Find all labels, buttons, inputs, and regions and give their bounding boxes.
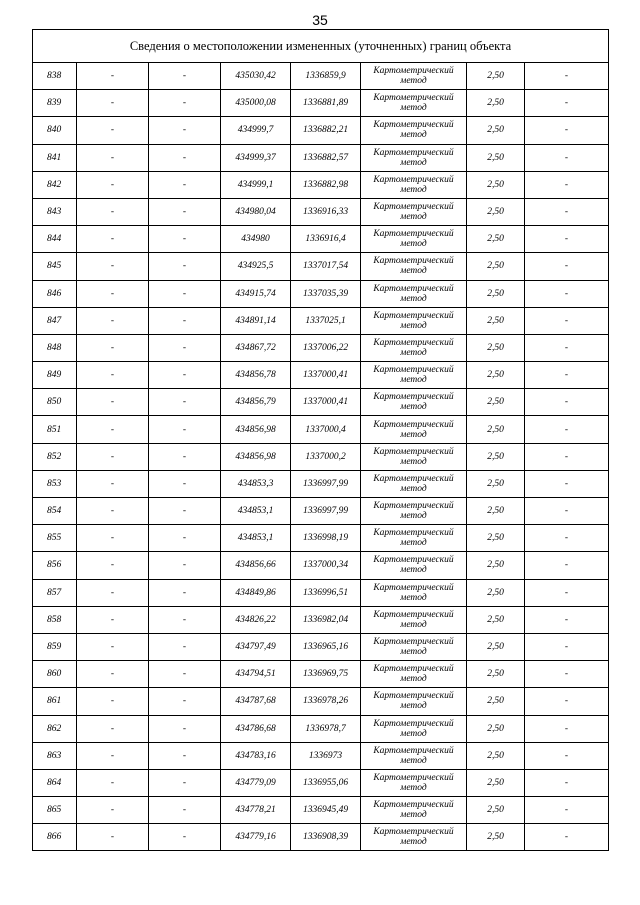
point-number-cell: 842 (33, 171, 77, 198)
point-number-cell: 857 (33, 579, 77, 606)
empty-value-cell: - (77, 198, 149, 225)
point-number-cell: 852 (33, 443, 77, 470)
empty-value-cell: - (77, 606, 149, 633)
y-coordinate-cell: 1337000,41 (291, 362, 361, 389)
table-row (33, 552, 609, 579)
empty-value-cell: - (77, 416, 149, 443)
method-cell: Картометрический метод (361, 470, 467, 497)
method-cell: Картометрический метод (361, 824, 467, 851)
accuracy-cell: 2,50 (467, 416, 525, 443)
y-coordinate-cell: 1336973 (291, 742, 361, 769)
empty-value-cell: - (77, 661, 149, 688)
method-cell: Картометрический метод (361, 90, 467, 117)
empty-value-cell: - (149, 144, 221, 171)
accuracy-cell: 2,50 (467, 552, 525, 579)
y-coordinate-cell: 1336996,51 (291, 579, 361, 606)
empty-value-cell: - (149, 226, 221, 253)
y-coordinate-cell: 1336881,89 (291, 90, 361, 117)
empty-value-cell: - (149, 498, 221, 525)
table-row (33, 470, 609, 497)
accuracy-cell: 2,50 (467, 443, 525, 470)
table-row (33, 742, 609, 769)
empty-value-cell: - (525, 416, 609, 443)
point-number-cell: 845 (33, 253, 77, 280)
y-coordinate-cell: 1336882,21 (291, 117, 361, 144)
empty-value-cell: - (149, 416, 221, 443)
empty-value-cell: - (77, 334, 149, 361)
point-number-cell: 853 (33, 470, 77, 497)
empty-value-cell: - (525, 389, 609, 416)
table-row (33, 198, 609, 225)
empty-value-cell: - (149, 280, 221, 307)
empty-value-cell: - (149, 552, 221, 579)
table-row (33, 416, 609, 443)
accuracy-cell: 2,50 (467, 579, 525, 606)
empty-value-cell: - (525, 307, 609, 334)
y-coordinate-cell: 1336998,19 (291, 525, 361, 552)
table-row (33, 307, 609, 334)
point-number-cell: 861 (33, 688, 77, 715)
table-row (33, 334, 609, 361)
point-number-cell: 862 (33, 715, 77, 742)
empty-value-cell: - (525, 280, 609, 307)
empty-value-cell: - (149, 90, 221, 117)
x-coordinate-cell: 434856,98 (221, 443, 291, 470)
accuracy-cell: 2,50 (467, 498, 525, 525)
empty-value-cell: - (77, 144, 149, 171)
y-coordinate-cell: 1336997,99 (291, 470, 361, 497)
method-cell: Картометрический метод (361, 443, 467, 470)
y-coordinate-cell: 1336969,75 (291, 661, 361, 688)
method-cell: Картометрический метод (361, 688, 467, 715)
empty-value-cell: - (77, 742, 149, 769)
x-coordinate-cell: 434856,79 (221, 389, 291, 416)
empty-value-cell: - (149, 470, 221, 497)
empty-value-cell: - (525, 470, 609, 497)
method-cell: Картометрический метод (361, 253, 467, 280)
method-cell: Картометрический метод (361, 552, 467, 579)
table-row (33, 606, 609, 633)
point-number-cell: 838 (33, 63, 77, 90)
empty-value-cell: - (525, 498, 609, 525)
point-number-cell: 846 (33, 280, 77, 307)
table-row (33, 633, 609, 660)
x-coordinate-cell: 434797,49 (221, 633, 291, 660)
table-row (33, 226, 609, 253)
empty-value-cell: - (525, 198, 609, 225)
empty-value-cell: - (149, 334, 221, 361)
table-row (33, 253, 609, 280)
x-coordinate-cell: 434980,04 (221, 198, 291, 225)
x-coordinate-cell: 434925,5 (221, 253, 291, 280)
point-number-cell: 839 (33, 90, 77, 117)
accuracy-cell: 2,50 (467, 253, 525, 280)
empty-value-cell: - (149, 769, 221, 796)
empty-value-cell: - (77, 824, 149, 851)
empty-value-cell: - (77, 579, 149, 606)
point-number-cell: 855 (33, 525, 77, 552)
x-coordinate-cell: 434779,09 (221, 769, 291, 796)
point-number-cell: 864 (33, 769, 77, 796)
x-coordinate-cell: 434856,78 (221, 362, 291, 389)
empty-value-cell: - (149, 389, 221, 416)
point-number-cell: 844 (33, 226, 77, 253)
y-coordinate-cell: 1337000,41 (291, 389, 361, 416)
empty-value-cell: - (149, 715, 221, 742)
x-coordinate-cell: 434999,37 (221, 144, 291, 171)
empty-value-cell: - (525, 742, 609, 769)
y-coordinate-cell: 1336859,9 (291, 63, 361, 90)
x-coordinate-cell: 435000,08 (221, 90, 291, 117)
empty-value-cell: - (525, 253, 609, 280)
empty-value-cell: - (525, 90, 609, 117)
x-coordinate-cell: 434891,14 (221, 307, 291, 334)
empty-value-cell: - (77, 389, 149, 416)
empty-value-cell: - (77, 715, 149, 742)
table-row (33, 715, 609, 742)
point-number-cell: 849 (33, 362, 77, 389)
empty-value-cell: - (149, 171, 221, 198)
table-row (33, 824, 609, 851)
accuracy-cell: 2,50 (467, 389, 525, 416)
x-coordinate-cell: 434849,86 (221, 579, 291, 606)
method-cell: Картометрический метод (361, 633, 467, 660)
method-cell: Картометрический метод (361, 498, 467, 525)
method-cell: Картометрический метод (361, 525, 467, 552)
point-number-cell: 866 (33, 824, 77, 851)
y-coordinate-cell: 1336916,33 (291, 198, 361, 225)
x-coordinate-cell: 434856,98 (221, 416, 291, 443)
empty-value-cell: - (525, 443, 609, 470)
page-number: 35 (312, 12, 328, 28)
x-coordinate-cell: 434867,72 (221, 334, 291, 361)
empty-value-cell: - (77, 498, 149, 525)
method-cell: Картометрический метод (361, 661, 467, 688)
method-cell: Картометрический метод (361, 797, 467, 824)
x-coordinate-cell: 434999,1 (221, 171, 291, 198)
empty-value-cell: - (149, 633, 221, 660)
empty-value-cell: - (77, 117, 149, 144)
empty-value-cell: - (77, 307, 149, 334)
method-cell: Картометрический метод (361, 307, 467, 334)
x-coordinate-cell: 434853,1 (221, 525, 291, 552)
point-number-cell: 856 (33, 552, 77, 579)
empty-value-cell: - (525, 226, 609, 253)
accuracy-cell: 2,50 (467, 715, 525, 742)
empty-value-cell: - (149, 253, 221, 280)
empty-value-cell: - (525, 117, 609, 144)
empty-value-cell: - (149, 443, 221, 470)
empty-value-cell: - (525, 797, 609, 824)
table-row (33, 688, 609, 715)
accuracy-cell: 2,50 (467, 280, 525, 307)
x-coordinate-cell: 434778,21 (221, 797, 291, 824)
table-row (33, 498, 609, 525)
empty-value-cell: - (525, 688, 609, 715)
point-number-cell: 858 (33, 606, 77, 633)
empty-value-cell: - (525, 579, 609, 606)
accuracy-cell: 2,50 (467, 171, 525, 198)
accuracy-cell: 2,50 (467, 661, 525, 688)
table-row (33, 443, 609, 470)
empty-value-cell: - (525, 824, 609, 851)
accuracy-cell: 2,50 (467, 334, 525, 361)
empty-value-cell: - (149, 797, 221, 824)
empty-value-cell: - (149, 307, 221, 334)
y-coordinate-cell: 1336997,99 (291, 498, 361, 525)
empty-value-cell: - (525, 661, 609, 688)
point-number-cell: 854 (33, 498, 77, 525)
point-number-cell: 860 (33, 661, 77, 688)
method-cell: Картометрический метод (361, 606, 467, 633)
empty-value-cell: - (77, 633, 149, 660)
table-row (33, 90, 609, 117)
accuracy-cell: 2,50 (467, 63, 525, 90)
point-number-cell: 865 (33, 797, 77, 824)
x-coordinate-cell: 434915,74 (221, 280, 291, 307)
empty-value-cell: - (525, 552, 609, 579)
table-row (33, 769, 609, 796)
empty-value-cell: - (525, 525, 609, 552)
method-cell: Картометрический метод (361, 769, 467, 796)
empty-value-cell: - (77, 63, 149, 90)
method-cell: Картометрический метод (361, 117, 467, 144)
y-coordinate-cell: 1336978,26 (291, 688, 361, 715)
accuracy-cell: 2,50 (467, 117, 525, 144)
empty-value-cell: - (149, 525, 221, 552)
point-number-cell: 859 (33, 633, 77, 660)
accuracy-cell: 2,50 (467, 633, 525, 660)
table-body (33, 63, 609, 851)
point-number-cell: 847 (33, 307, 77, 334)
empty-value-cell: - (525, 769, 609, 796)
accuracy-cell: 2,50 (467, 797, 525, 824)
empty-value-cell: - (525, 633, 609, 660)
empty-value-cell: - (525, 144, 609, 171)
accuracy-cell: 2,50 (467, 470, 525, 497)
table-row (33, 144, 609, 171)
method-cell: Картометрический метод (361, 171, 467, 198)
x-coordinate-cell: 434826,22 (221, 606, 291, 633)
x-coordinate-cell: 435030,42 (221, 63, 291, 90)
y-coordinate-cell: 1336882,57 (291, 144, 361, 171)
table-row (33, 389, 609, 416)
method-cell: Картометрический метод (361, 579, 467, 606)
accuracy-cell: 2,50 (467, 362, 525, 389)
accuracy-cell: 2,50 (467, 606, 525, 633)
empty-value-cell: - (149, 362, 221, 389)
y-coordinate-cell: 1337006,22 (291, 334, 361, 361)
method-cell: Картометрический метод (361, 63, 467, 90)
y-coordinate-cell: 1337035,39 (291, 280, 361, 307)
accuracy-cell: 2,50 (467, 742, 525, 769)
empty-value-cell: - (77, 226, 149, 253)
x-coordinate-cell: 434856,66 (221, 552, 291, 579)
empty-value-cell: - (149, 661, 221, 688)
x-coordinate-cell: 434787,68 (221, 688, 291, 715)
point-number-cell: 840 (33, 117, 77, 144)
empty-value-cell: - (149, 688, 221, 715)
coordinates-table (32, 29, 609, 851)
y-coordinate-cell: 1337000,2 (291, 443, 361, 470)
x-coordinate-cell: 434783,16 (221, 742, 291, 769)
method-cell: Картометрический метод (361, 416, 467, 443)
x-coordinate-cell: 434779,16 (221, 824, 291, 851)
empty-value-cell: - (77, 797, 149, 824)
y-coordinate-cell: 1336978,7 (291, 715, 361, 742)
method-cell: Картометрический метод (361, 280, 467, 307)
x-coordinate-cell: 434980 (221, 226, 291, 253)
accuracy-cell: 2,50 (467, 824, 525, 851)
empty-value-cell: - (149, 824, 221, 851)
y-coordinate-cell: 1336882,98 (291, 171, 361, 198)
y-coordinate-cell: 1336955,06 (291, 769, 361, 796)
method-cell: Картометрический метод (361, 226, 467, 253)
empty-value-cell: - (77, 280, 149, 307)
table-row (33, 280, 609, 307)
accuracy-cell: 2,50 (467, 769, 525, 796)
accuracy-cell: 2,50 (467, 144, 525, 171)
y-coordinate-cell: 1336965,16 (291, 633, 361, 660)
table-row (33, 63, 609, 90)
empty-value-cell: - (77, 688, 149, 715)
x-coordinate-cell: 434786,68 (221, 715, 291, 742)
point-number-cell: 848 (33, 334, 77, 361)
table-row (33, 362, 609, 389)
empty-value-cell: - (149, 63, 221, 90)
y-coordinate-cell: 1336908,39 (291, 824, 361, 851)
point-number-cell: 850 (33, 389, 77, 416)
method-cell: Картометрический метод (361, 715, 467, 742)
empty-value-cell: - (77, 525, 149, 552)
table-row (33, 661, 609, 688)
accuracy-cell: 2,50 (467, 226, 525, 253)
x-coordinate-cell: 434794,51 (221, 661, 291, 688)
method-cell: Картометрический метод (361, 144, 467, 171)
table-row (33, 525, 609, 552)
empty-value-cell: - (525, 63, 609, 90)
y-coordinate-cell: 1337025,1 (291, 307, 361, 334)
point-number-cell: 841 (33, 144, 77, 171)
y-coordinate-cell: 1336982,04 (291, 606, 361, 633)
table-caption: Сведения о местоположении измененных (уточненных) границ объекта (33, 30, 609, 63)
empty-value-cell: - (525, 362, 609, 389)
empty-value-cell: - (77, 253, 149, 280)
empty-value-cell: - (525, 334, 609, 361)
accuracy-cell: 2,50 (467, 525, 525, 552)
y-coordinate-cell: 1336916,4 (291, 226, 361, 253)
point-number-cell: 863 (33, 742, 77, 769)
table-row (33, 171, 609, 198)
empty-value-cell: - (149, 579, 221, 606)
y-coordinate-cell: 1336945,49 (291, 797, 361, 824)
empty-value-cell: - (525, 171, 609, 198)
accuracy-cell: 2,50 (467, 307, 525, 334)
x-coordinate-cell: 434853,3 (221, 470, 291, 497)
point-number-cell: 843 (33, 198, 77, 225)
method-cell: Картометрический метод (361, 334, 467, 361)
table-row (33, 117, 609, 144)
method-cell: Картометрический метод (361, 389, 467, 416)
empty-value-cell: - (77, 552, 149, 579)
method-cell: Картометрический метод (361, 198, 467, 225)
y-coordinate-cell: 1337017,54 (291, 253, 361, 280)
method-cell: Картометрический метод (361, 362, 467, 389)
empty-value-cell: - (525, 606, 609, 633)
empty-value-cell: - (149, 606, 221, 633)
x-coordinate-cell: 434999,7 (221, 117, 291, 144)
accuracy-cell: 2,50 (467, 198, 525, 225)
accuracy-cell: 2,50 (467, 90, 525, 117)
empty-value-cell: - (77, 769, 149, 796)
empty-value-cell: - (77, 362, 149, 389)
y-coordinate-cell: 1337000,34 (291, 552, 361, 579)
table-row (33, 579, 609, 606)
table-row (33, 797, 609, 824)
x-coordinate-cell: 434853,1 (221, 498, 291, 525)
empty-value-cell: - (149, 198, 221, 225)
empty-value-cell: - (149, 117, 221, 144)
empty-value-cell: - (77, 443, 149, 470)
empty-value-cell: - (77, 171, 149, 198)
point-number-cell: 851 (33, 416, 77, 443)
empty-value-cell: - (149, 742, 221, 769)
empty-value-cell: - (77, 470, 149, 497)
empty-value-cell: - (77, 90, 149, 117)
empty-value-cell: - (525, 715, 609, 742)
y-coordinate-cell: 1337000,4 (291, 416, 361, 443)
accuracy-cell: 2,50 (467, 688, 525, 715)
method-cell: Картометрический метод (361, 742, 467, 769)
